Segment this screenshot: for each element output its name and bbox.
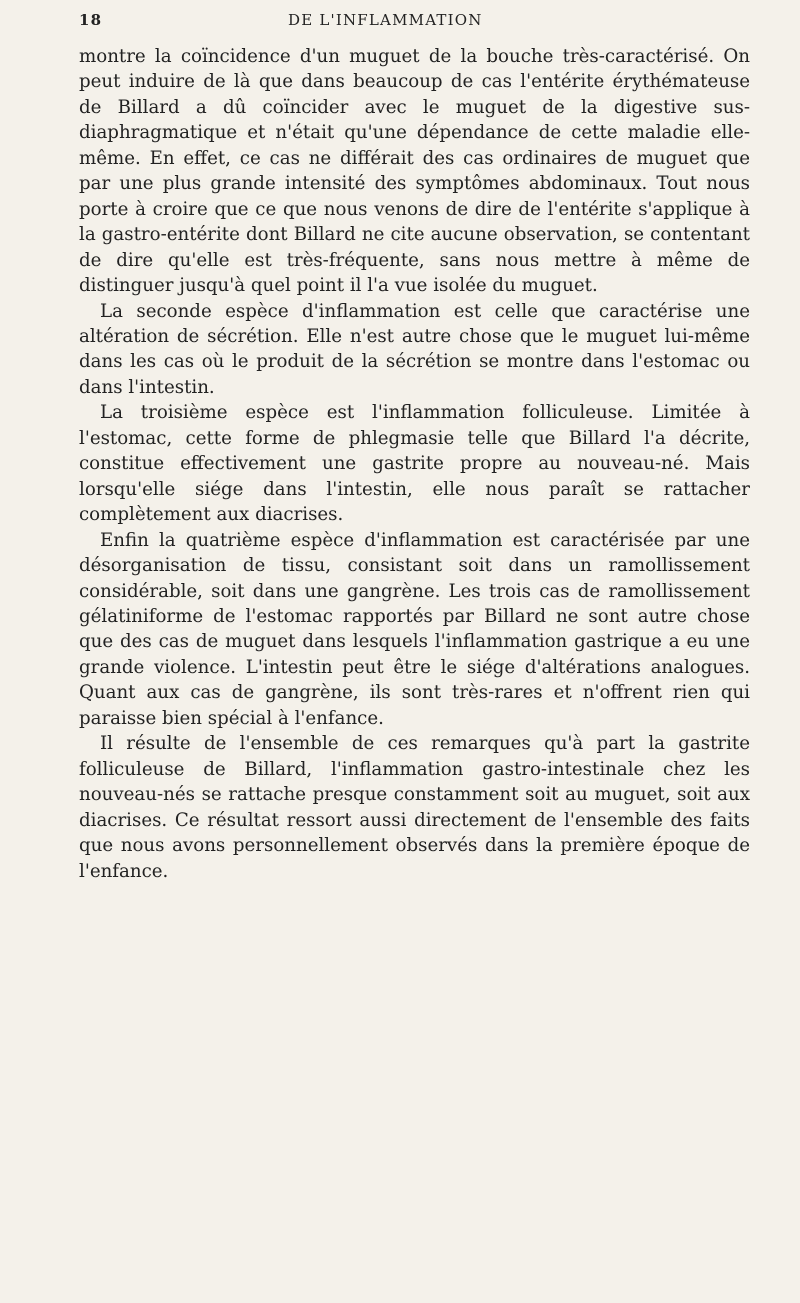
running-title: DE L'INFLAMMATION [288,11,483,29]
page-number: 18 [79,11,103,29]
paragraph-third-species: La troisième espèce est l'inflammation folliculeuse. Limitée à l'estomac, cette forme de phlegmasie telle que Billard l'a décrite, constitue effectivement une gastrite propre au nouveau-né. Mais lorsqu'elle siége dans l'intestin, elle nous paraît se rattacher complètement aux diacrises. [79,402,750,526]
paragraph-fourth-species: Enfin la quatrième espèce d'inflammation est caractérisée par une désorganisation de tissu, consistant soit dans un ramollissement considérable, soit dans une gangrène. Les trois cas de ramollissement gélatiniforme de l'estomac rapportés par Billard ne sont autre chose que des cas de muguet dans lesquels l'inflammation gastrique a eu une grande violence. L'intestin peut être le siége d'altérations analogues. Quant aux cas de gangrène, ils sont très-rares et n'offrent rien qui paraisse bien spécial à l'enfance. [79,529,750,729]
paragraph-conclusion: Il résulte de l'ensemble de ces remarques qu'à part la gastrite folliculeuse de Billard, l'inflammation gastro-intestinale chez les nouveau-nés se rattache presque constamment soit au muguet, soit aux diacrises. Ce résultat ressort aussi directement de l'ensemble des faits que nous avons personnellement observés dans la première époque de l'enfance. [79,733,750,882]
paragraph-continuation: montre la coïncidence d'un muguet de la bouche très-caractérisé. On peut induire de là que dans beaucoup de cas l'entérite érythémateuse de Billard a dû coïncider avec le muguet de la digestive sus-diaphragmatique et n'était qu'une dépendance de cette maladie elle-même. En effet, ce cas ne différait des cas ordinaires de muguet que par une plus grande intensité des symptômes abdominaux. Tout nous porte à croire que ce que nous venons de dire de l'entérite s'applique à la gastro-entérite dont Billard ne cite aucune observation, se contentant de dire qu'elle est très-fréquente, sans nous mettre à même de distinguer jusqu'à quel point il l'a vue isolée du muguet. [79,46,750,297]
running-head [79,11,750,33]
body-text [79,44,750,884]
paragraph-second-species: La seconde espèce d'inflammation est celle que caractérise une altération de sécrétion. Elle n'est autre chose que le muguet lui-même dans les cas où le produit de la sécrétion se montre dans l'estomac ou dans l'intestin. [79,300,750,398]
